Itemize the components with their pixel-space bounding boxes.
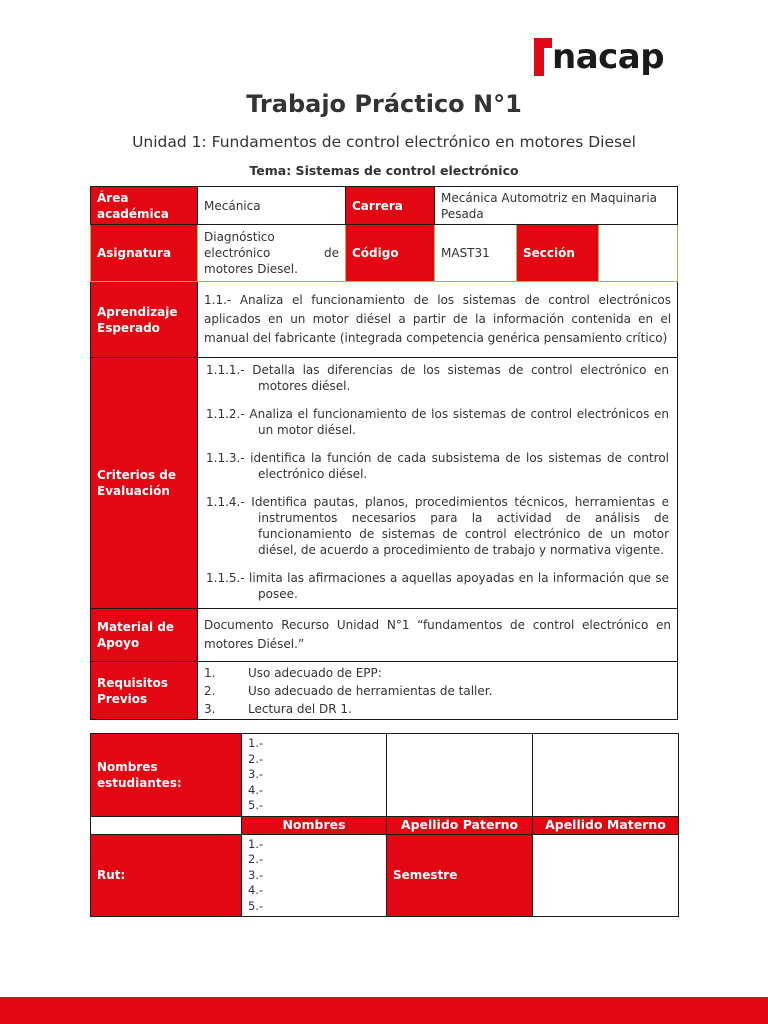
col-nombres-header: Nombres	[242, 816, 387, 834]
carrera-label: Carrera	[346, 187, 435, 225]
header-spacer	[91, 816, 242, 834]
area-value: Mecánica	[198, 187, 346, 225]
criterio-item: 1.1.5.- limita las afirmaciones a aquellas apoyadas en la información que se posee.	[206, 571, 670, 601]
rut-slots[interactable]: 1.- 2.- 3.- 4.- 5.-	[242, 834, 387, 917]
students-table	[90, 733, 679, 917]
info-table	[90, 186, 678, 720]
apellido-paterno-field[interactable]	[387, 734, 533, 817]
logo-mark	[532, 38, 554, 76]
semestre-label: Semestre	[387, 834, 533, 917]
footer-bar	[0, 997, 768, 1024]
logo-text: nacap	[552, 37, 665, 77]
material-label: Material de Apoyo	[91, 609, 198, 662]
tema-line: Tema: Sistemas de control electrónico	[249, 163, 519, 178]
codigo-label: Código	[346, 225, 435, 282]
page-subtitle: Unidad 1: Fundamentos de control electrónico en motores Diesel	[132, 133, 636, 151]
criterios-list	[198, 358, 678, 609]
requisito-item: 1. Uso adecuado de EPP:	[204, 665, 382, 680]
carrera-value: Mecánica Automotriz en Maquinaria Pesada	[435, 187, 678, 225]
criterio-item: 1.1.4.- Identifica pautas, planos, procedimientos técnicos, herramientas e instrumentos necesarios para la actividad de análisis de funcionamiento de sistemas de control electrónico de un motor diésel, de acuerdo a procedimiento de trabajo y normativa vigente.	[206, 495, 670, 557]
area-label: Área académica	[91, 187, 198, 225]
student-name-slots[interactable]: 1.- 2.- 3.- 4.- 5.-	[242, 734, 387, 817]
requisito-item: 2. Uso adecuado de herramientas de taller.	[204, 683, 493, 698]
inacap-logo	[532, 37, 664, 77]
asignatura-value: Diagnóstico electrónico de motores Diesel.	[198, 225, 346, 282]
apellido-materno-field[interactable]	[533, 734, 679, 817]
criterios-label: Criterios de Evaluación	[91, 358, 198, 609]
col-apellido-materno-header: Apellido Materno	[533, 816, 679, 834]
requisitos-list	[198, 662, 678, 720]
material-value: Documento Recurso Unidad N°1 “fundamentos de control electrónico en motores Diésel.”	[198, 609, 678, 662]
seccion-value	[599, 225, 678, 282]
codigo-value: MAST31	[435, 225, 517, 282]
asignatura-label: Asignatura	[91, 225, 198, 282]
requisitos-label: Requisitos Previos	[91, 662, 198, 720]
criterio-item: 1.1.2.- Analiza el funcionamiento de los sistemas de control electrónicos en un motor diésel.	[206, 407, 670, 437]
aprendizaje-label: Aprendizaje Esperado	[91, 282, 198, 358]
aprendizaje-value: 1.1.- Analiza el funcionamiento de los sistemas de control electrónicos aplicados en un motor diésel a partir de la información contenida en el manual del fabricante (integrada competencia genérica pensamiento crítico)	[198, 282, 678, 358]
nombres-estudiantes-label: Nombres estudiantes:	[91, 734, 242, 817]
rut-label: Rut:	[91, 834, 242, 917]
requisito-item: 3. Lectura del DR 1.	[204, 701, 352, 716]
criterio-item: 1.1.1.- Detalla las diferencias de los sistemas de control electrónico en motores diésel.	[206, 363, 670, 393]
page-title: Trabajo Práctico N°1	[246, 90, 522, 118]
semestre-field[interactable]	[533, 834, 679, 917]
col-apellido-paterno-header: Apellido Paterno	[387, 816, 533, 834]
criterio-item: 1.1.3.- identifica la función de cada subsistema de los sistemas de control electrónico diésel.	[206, 451, 670, 481]
seccion-label: Sección	[517, 225, 599, 282]
